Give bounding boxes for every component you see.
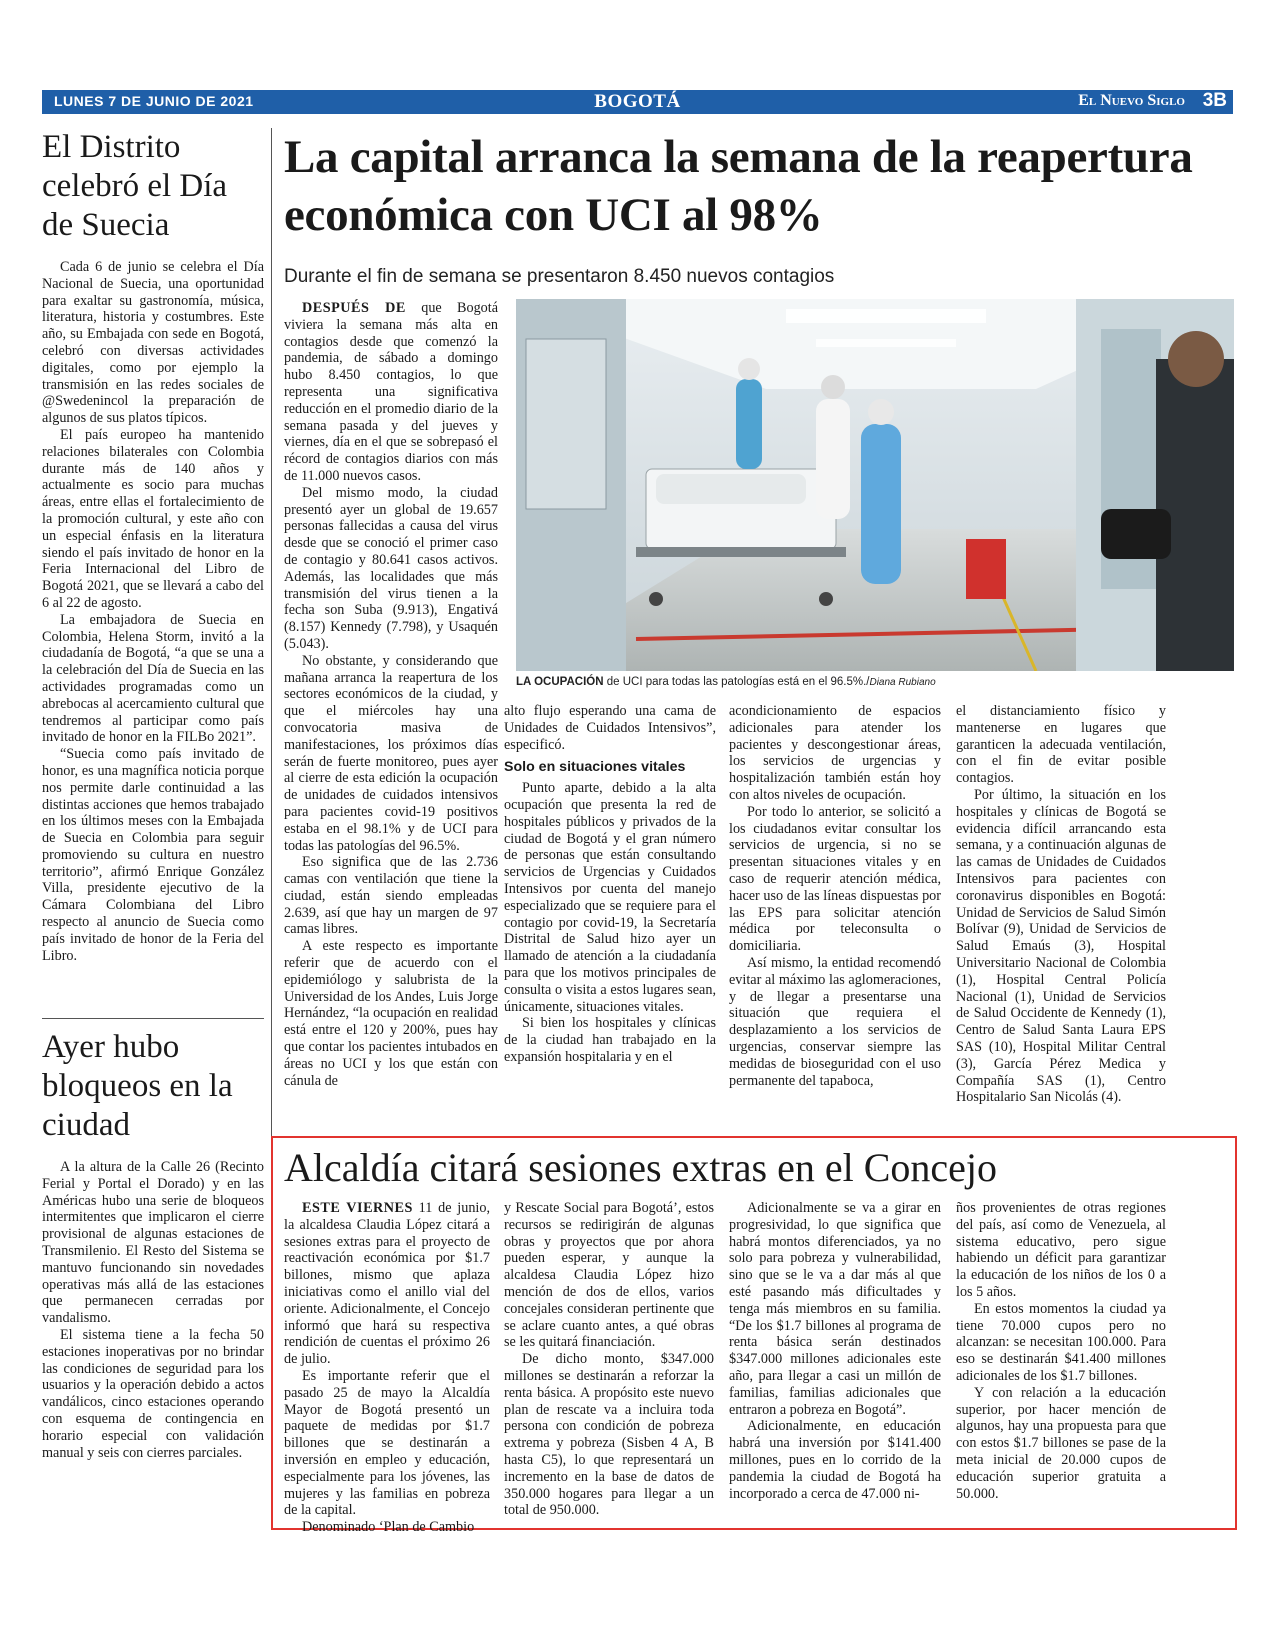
box-column-4 — [956, 1200, 1166, 1502]
main-column-3 — [729, 703, 941, 1089]
lead-in: DESPUÉS DE — [302, 300, 406, 316]
main-headline: La capital arranca la semana de la reapertura económica con UCI al 98% — [284, 131, 1193, 241]
paragraph: Del mismo modo, la ciudad presentó ayer un global de 19.657 personas fallecidas a causa del virus desde que se conoció el primer caso de contagio y 80.641 casos activos. Además, las localidades que más transmisión del virus tienen a la fecha son Suba (9.913), Engativá (8.157) Kennedy (7.798), y Usaquén (5.043). — [284, 484, 498, 652]
sidebar-body-bloqueos — [42, 1159, 264, 1461]
hospital-icu-photo — [516, 299, 1234, 671]
photo-credit: Diana Rubiano — [869, 677, 936, 688]
paragraph: En estos momentos la ciudad ya tiene 70.000 cupos pero no alcanzan: se necesitan 100.000. Para eso se destinarán $41.400 millones adicionales de los $1.7 billones. — [956, 1300, 1166, 1384]
main-column-1 — [284, 300, 498, 1089]
paragraph: La embajadora de Suecia en Colombia, Helena Storm, invitó a la ciudadanía de Bogotá, “a que se una a la celebración del Día de Suecia en las actividades programadas como un abrebocas al acercamiento cultural que tendremos al participar como país invitado de honor en la FILBo 2021”. — [42, 611, 264, 746]
paragraph: y Rescate Social para Bogotá’, estos recursos se redirigirán de algunas obras y proyectos que por ahora pueden esperar, y aunque la alcaldesa Claudia López hizo mención de dos de ellos, varios concejales consideran pertinente que se aclare cuanto antes, a qué obras se les quitará financiación. — [504, 1200, 714, 1351]
paragraph: No obstante, y considerando que mañana arranca la reapertura de los sectores económicos de la ciudad, y que el miércoles hay una convocatoria masiva de manifestaciones, los próximos días serán de fuerte monitoreo, pues ayer al cierre de esta edición la ocupación de unidades de cuidados intensivos para pacientes covid-19 positivos estaba en el 98.1% y de UCI para todas las patologías del 96.5%. — [284, 652, 498, 854]
lead-in: ESTE VIERNES — [302, 1200, 413, 1216]
caption-lead: LA OCUPACIÓN — [516, 676, 604, 688]
sidebar-story-bloqueos — [42, 1028, 264, 1461]
paragraph: que Bogotá viviera la semana más alta en contagios desde que comenzó la pandemia, de sábado a domingo hubo 8.450 contagios, lo que representa una significativa reducción en el promedio diario de la semana pasada y del jueves y viernes, día en el que se sobrepasó el récord de contagios diarios con más de 11.000 nuevos casos. — [284, 300, 499, 484]
page-number: 3B — [1202, 90, 1227, 111]
paragraph: alto flujo esperando una cama de Unidades de Cuidados Intensivos”, especificó. — [504, 703, 716, 753]
sidebar-story-suecia — [42, 128, 264, 964]
newspaper-name: El Nuevo Siglo — [1078, 92, 1185, 109]
subheading-situaciones-vitales: Solo en situaciones vitales — [504, 759, 686, 776]
paragraph: Adicionalmente, en educación habrá una inversión por $141.400 millones, pues en lo corrido de la pandemia la ciudad de Bogotá ha incorporado a cerca de 47.000 ni- — [729, 1418, 941, 1502]
paragraph: el distanciamiento físico y mantenerse en lugares que garanticen la adecuada ventilación, con el fin de evitar posible contagios. — [956, 703, 1166, 787]
boxed-story-headline: Alcaldía citará sesiones extras en el Concejo — [284, 1145, 998, 1190]
paragraph: A la altura de la Calle 26 (Recinto Ferial y Portal el Dorado) y en las Américas hubo una serie de bloqueos intermitentes que implicaron el cierre provisional de algunas estaciones de Transmilenio. El Resto del Sistema se mantuvo funcionando sin novedades operativas más allá de las estaciones que permanecen cerradas por vandalismo. — [42, 1159, 264, 1327]
paragraph: El país europeo ha mantenido relaciones bilaterales con Colombia durante más de 140 años y actualmente es socio para muchas áreas, entre ellas el fortalecimiento de la promoción cultural, y este año con un especial énfasis en la literatura siendo el país invitado de honor en la Feria Internacional del Libro de Bogotá 2021, que se llevará a cabo del 6 al 22 de agosto. — [42, 426, 264, 611]
paragraph: Cada 6 de junio se celebra el Día Nacional de Suecia, una oportunidad para exaltar su gastronomía, música, literatura, historia y costumbres. Este año, su Embajada con sede en Bogotá, celebró con diversas actividades digitales, como por ejemplo la transmisión en las redes sociales de @Swedenincol la preparación de algunos de sus platos típicos. — [42, 259, 264, 427]
paragraph: Es importante referir que el pasado 25 de mayo la Alcaldía Mayor de Bogotá presentó un paquete de medidas por $1.7 billones que se destinarán a inversión en empleo y educación, especialmente para los jóvenes, las mujeres y las familias en pobreza de la capital. — [284, 1367, 490, 1519]
paragraph: Denominado ‘Plan de Cambio — [302, 1519, 475, 1536]
paragraph: Adicionalmente se va a girar en progresividad, lo que significa que habrá montos diferenciados, ya no solo para pobreza y vulnerabilidad, sino que se le va a dar más al que esté pasando más dificultades y tenga más miembros en su familia. “De los $1.7 billones al programa de renta básica serán destinados $347.000 millones adicionales este año, para llegar a casi un millón de familias, familias adicionales que entraron a pobreza en Bogotá”. — [729, 1200, 941, 1418]
main-column-4 — [956, 703, 1166, 1106]
hospital-corridor-illustration — [516, 299, 1234, 671]
paragraph: Si bien los hospitales y clínicas de la ciudad han trabajado en la expansión hospitalaria y en el — [504, 1015, 716, 1065]
paragraph: De dicho monto, $347.000 millones se destinarán a reforzar la renta básica. A propósito este nuevo plan de rescate va a incluira toda persona con condición de pobreza extrema y pobreza (Sisben 4 A, B hasta C5), lo que representará un incremento en la base de datos de 350.000 hogares para llegar a un total de 950.000. — [504, 1351, 714, 1519]
sidebar-title-suecia: El Distrito celebró el Día de Suecia — [42, 129, 228, 243]
paragraph: El sistema tiene a la fecha 50 estaciones inoperativas por no brindar las condiciones de seguridad para los usuarios y la operación debido a actos vandálicos, cinco estaciones operando con esquema de contingencia en horario especial con validación manual y seis con cierres parciales. — [42, 1326, 264, 1461]
sidebar-divider — [42, 1018, 264, 1019]
paragraph: Punto aparte, debido a la alta ocupación que presenta la red de hospitales públicos y privados de la ciudad de Bogotá y el gran número de personas que están consultando servicios de Urgencias y Cuidados Intensivos por cuenta del manejo especializado que se requiere para el contagio por covid-19, la Secretaría Distrital de Salud hizo ayer un llamado de atención a la ciudadanía para que los motivos principales de consulta o visita a estos lugares sean, únicamente, situaciones vitales. — [504, 780, 716, 1015]
paragraph: Y con relación a la educación superior, por hacer mención de algunos, hay una propuesta para que con estos $1.7 billones se pase de la meta inicial de 20.000 cupos de educación superior gratuita a 50.000. — [956, 1384, 1166, 1502]
sidebar-body-suecia — [42, 259, 264, 964]
paragraph: “Suecia como país invitado de honor, es una magnífica noticia porque nos permite darle continuidad a las distintas acciones que hemos trabajado en los últimos meses con la Embajada de Suecia en Colombia para seguir promoviendo su cultura en nuestro territorio”, afirmó Enrique González Villa, presidente ejecutivo de la Cámara Colombiana del Libro respecto al anuncio de Suecia como país invitado de honor de la Feria del Libro. — [42, 746, 264, 964]
photo-caption — [516, 676, 1234, 688]
box-column-1 — [284, 1200, 490, 1536]
sidebar-title-bloqueos: Ayer hubo bloqueos en la ciudad — [42, 1029, 233, 1143]
edition-date: LUNES 7 DE JUNIO DE 2021 — [54, 93, 254, 109]
paragraph: Por último, la situación en los hospitales y clínicas de Bogotá se evidencia difícil arrancando esta semana, y a continuación algunas de las camas de Unidades de Cuidados Intensivos para pacientes con coronavirus disponibles en Bogotá: Unidad de Servicios de Salud Simón Bolívar (9), Unidad de Servicios de Salud Emaús (3), Hospital Universitario Nacional de Colombia (1), Hospital Central Policía Nacional (1), Unidad de Servicios de Salud Occidente de Kennedy (1), Centro de Salud Santa Laura EPS SAS (10), Hospital Militar Central (3), García Pérez Medica y Compañía SAS (1), Centro Hospitalario San Nicolás (4). — [956, 786, 1166, 1106]
paragraph: Eso significa que de las 2.736 camas con ventilación que tiene la ciudad, están siendo empleadas 2.639, así que hay un margen de 97 camas libres. — [284, 854, 498, 938]
main-subtitle: Durante el fin de semana se presentaron 8.450 nuevos contagios — [284, 266, 835, 287]
paragraph: Por todo lo anterior, se solicitó a los ciudadanos evitar consultar los servicios de urgencia, si no se presentan situaciones vitales y en caso de requerir atención médica, hacer uso de las líneas dispuestas por las EPS para solicitar atención médica por teleconsulta o domiciliaria. — [729, 803, 941, 955]
paragraph: ños provenientes de otras regiones del país, así como de Venezuela, al sistema educativo, pero sigue habiendo un déficit para garantizar la educación de los niños de los 0 a los 5 años. — [956, 1200, 1166, 1300]
caption-text: de UCI para todas las patologías está en el 96.5%./ — [603, 676, 870, 688]
paragraph: acondicionamiento de espacios adicionales para atender los pacientes y descongestionar áreas, los servicios de urgencias y hospitalización también están hoy con altos niveles de ocupación. — [729, 703, 941, 803]
page-header-bar — [42, 90, 1233, 114]
box-column-2 — [504, 1200, 714, 1519]
paragraph: A este respecto es importante referir que de acuerdo con el epidemiólogo y salubrista de la Universidad de los Andes, Luis Jorge Hernández, “la ocupación en realidad está entre el 120 y 200%, pues hay que contar los pacientes intubados en áreas no UCI y los que están con cánula de — [284, 938, 498, 1089]
box-column-3 — [729, 1200, 941, 1502]
paragraph: 11 de junio, la alcaldesa Claudia López citará a sesiones extras para el proyecto de reactivación económica por $1.7 billones, mismo que aplaza iniciativas como el anillo vial del oriente. Adicionalmente, el Concejo informó que hará su respectiva rendición de cuentas el próximo 26 de julio. — [284, 1200, 490, 1368]
paragraph: Así mismo, la entidad recomendó evitar al máximo las aglomeraciones, y de llegar a presentarse una situación que requiera el desplazamiento a los servicios de urgencias, conservar siempre las medidas de bioseguridad con el uso permanente del tapaboca, — [729, 954, 941, 1089]
section-name: BOGOTÁ — [594, 91, 681, 112]
main-column-2 — [504, 703, 716, 1066]
